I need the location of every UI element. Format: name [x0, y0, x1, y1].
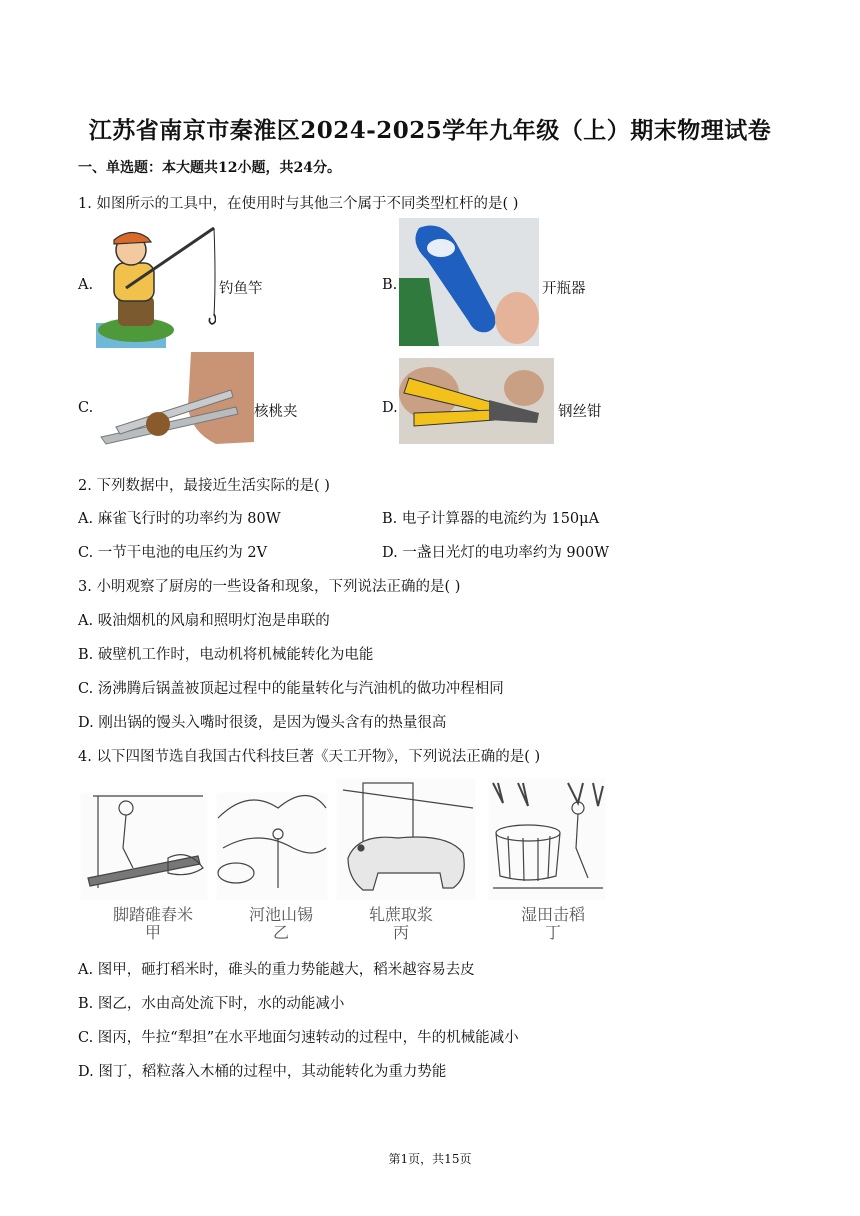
q2-option-a: A. 麻雀飞行时的功率约为 80W: [78, 511, 281, 527]
section-heading: 一、单选题：本大题共12小题，共24分。: [78, 160, 341, 176]
q1-option-c-label: C.: [78, 400, 94, 416]
fig-yi-caption: 河池山锡: [248, 905, 313, 924]
page-footer: 第1页，共15页: [388, 1152, 472, 1166]
q3-option-a: A. 吸油烟机的风扇和照明灯泡是串联的: [78, 613, 330, 629]
tiangong-kaiwu-illustrations: [78, 778, 608, 902]
q2-stem: 2. 下列数据中，最接近生活实际的是( ): [78, 478, 330, 494]
q4-option-d: D. 图丁，稻粒落入木桶的过程中，其动能转化为重力势能: [78, 1064, 447, 1080]
q2-option-d: D. 一盏日光灯的电功率约为 900W: [382, 545, 610, 561]
q1-option-d-label: D.: [382, 400, 398, 416]
q1-option-b-label: B.: [382, 277, 398, 293]
q2-option-b: B. 电子计算器的电流约为 150μA: [382, 511, 600, 527]
q3-option-d: D. 刚出锅的馒头入嘴时很烫，是因为馒头含有的热量很高: [78, 715, 447, 731]
q3-option-b: B. 破壁机工作时，电动机将机械能转化为电能: [78, 647, 374, 663]
q4-option-a: A. 图甲，砸打稻米时，碓头的重力势能越大，稻米越容易去皮: [78, 962, 475, 978]
q3-option-c: C. 汤沸腾后锅盖被顶起过程中的能量转化与汽油机的做功冲程相同: [78, 681, 504, 697]
fig-ding-caption: 湿田击稻: [520, 905, 585, 924]
fig-yi-tag: 乙: [272, 923, 289, 942]
q1-option-a-caption: 钓鱼竿: [219, 281, 263, 297]
fig-ding-tag: 丁: [544, 923, 561, 942]
q4-option-b: B. 图乙，水由高处流下时，水的动能减小: [78, 996, 345, 1012]
q1-option-d-caption: 钢丝钳: [558, 404, 602, 420]
fig-jia-caption: 脚踏碓舂米: [112, 905, 193, 924]
q4-option-c: C. 图丙，牛拉“犁担”在水平地面匀速转动的过程中，牛的机械能减小: [78, 1030, 519, 1046]
fig-bing-tag: 丙: [392, 923, 409, 942]
bottle-opener-image: [399, 218, 539, 346]
q1-stem: 1. 如图所示的工具中，在使用时与其他三个属于不同类型杠杆的是( ): [78, 196, 519, 212]
fishing-man-image: [96, 218, 216, 348]
q1-option-b-caption: 开瓶器: [542, 281, 586, 297]
q4-stem: 4. 以下四图节选自我国古代科技巨著《天工开物》，下列说法正确的是( ): [78, 749, 541, 765]
fig-bing-caption: 轧蔗取浆: [368, 905, 433, 924]
q3-stem: 3. 小明观察了厨房的一些设备和现象，下列说法正确的是( ): [78, 579, 461, 595]
page-title: 江苏省南京市秦淮区2024-2025学年九年级（上）期末物理试卷: [88, 117, 772, 144]
fig-jia-tag: 甲: [144, 923, 161, 942]
nutcracker-image: [96, 352, 254, 456]
q1-option-c-caption: 核桃夹: [254, 404, 298, 420]
q1-option-a-label: A.: [78, 277, 94, 293]
q2-option-c: C. 一节干电池的电压约为 2V: [78, 545, 268, 561]
pliers-image: [399, 358, 554, 444]
